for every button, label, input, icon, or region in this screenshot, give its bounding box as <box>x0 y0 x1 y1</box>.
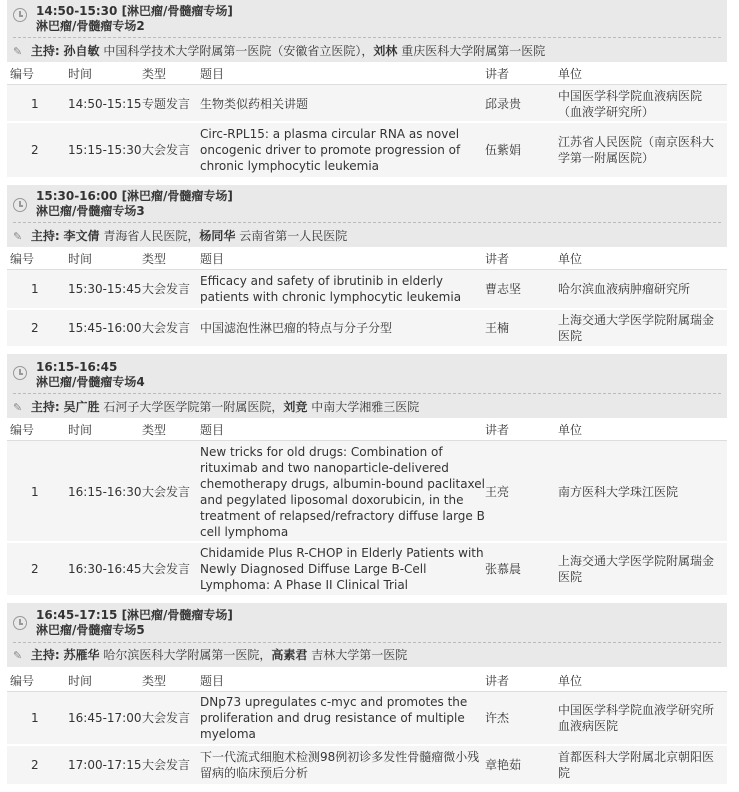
host-org: 石河子大学医学院第一附属医院 <box>103 400 272 414</box>
row-no: 2 <box>31 562 39 576</box>
row-topic: Circ-RPL15: a plasma circular RNA as novel oncogenic driver to promote progression of chronic lymphocytic leukemia <box>200 127 461 173</box>
row-no: 1 <box>31 282 39 296</box>
col-unit: 单位 <box>558 252 583 266</box>
col-unit: 单位 <box>558 674 583 688</box>
col-type: 类型 <box>142 252 167 266</box>
row-speaker: 王楠 <box>485 321 510 335</box>
row-no: 1 <box>31 97 39 111</box>
session-block <box>7 354 727 592</box>
host-name: 刘林 <box>373 44 398 58</box>
row-type: 大会发言 <box>142 282 191 296</box>
col-time: 时间 <box>68 674 93 688</box>
row-type: 大会发言 <box>142 143 191 157</box>
col-no: 编号 <box>10 674 35 688</box>
table-header <box>7 247 727 270</box>
row-topic: Efficacy and safety of ibrutinib in elderly patients with chronic lymphocytic leukemia <box>200 274 462 304</box>
host-label: 主持: <box>30 229 60 243</box>
session-block <box>7 185 727 343</box>
row-topic: Chidamide Plus R-CHOP in Elderly Patients with Newly Diagnosed Diffuse Large B-Cell Lymphoma: A Phase II Clinical Trial <box>200 546 484 592</box>
pin-icon: ✎ <box>13 45 23 58</box>
col-no: 编号 <box>10 67 35 81</box>
col-no: 编号 <box>10 423 35 437</box>
session-title <box>36 360 145 390</box>
col-speaker: 讲者 <box>485 67 510 81</box>
col-topic: 题目 <box>200 674 225 688</box>
col-time: 时间 <box>68 67 93 81</box>
table-header <box>7 62 727 85</box>
pin-icon: ✎ <box>13 230 23 243</box>
col-type: 类型 <box>142 423 167 437</box>
row-unit: 中国医学科学院血液病医院（血液学研究所） <box>558 89 703 119</box>
row-type: 大会发言 <box>142 758 191 772</box>
session-header <box>7 603 727 667</box>
row-no: 2 <box>31 758 39 772</box>
clock-icon <box>13 366 27 380</box>
session-title <box>36 189 233 219</box>
host-org: 哈尔滨医科大学附属第一医院 <box>103 648 260 662</box>
session-hosts: ✎ 主持: 苏雁华 哈尔滨医科大学附属第一医院，高素君 吉林大学第一医院 <box>13 648 408 662</box>
session-block <box>7 0 727 173</box>
host-name: 高素君 <box>271 648 308 662</box>
row-no: 2 <box>31 143 39 157</box>
session-time: 16:45-17:15 <box>36 608 118 622</box>
pin-icon: ✎ <box>13 401 23 414</box>
row-time: 17:00-17:15 <box>68 758 142 772</box>
host-name: 李文倩 <box>63 229 100 243</box>
session-title <box>36 4 233 34</box>
col-topic: 题目 <box>200 252 225 266</box>
row-speaker: 王亮 <box>485 485 510 499</box>
session-hosts: ✎ 主持: 李文倩 青海省人民医院，杨同华 云南省第一人民医院 <box>13 229 348 243</box>
row-topic: 下一代流式细胞术检测98例初诊多发性骨髓瘤微小残留病的临床预后分析 <box>200 750 480 780</box>
host-name: 刘竞 <box>283 400 308 414</box>
col-speaker: 讲者 <box>485 674 510 688</box>
table-row <box>7 270 727 310</box>
table-row <box>7 692 727 746</box>
row-speaker: 邱录贵 <box>485 97 522 111</box>
row-topic: New tricks for old drugs: Combination of rituximab and two nanoparticle-delivered chemotherapy drugs, albumin-bound paclitaxel and pegylated liposomal doxorubicin, in the treatment of relapsed/refractory diffuse large B cell lymphoma <box>200 445 485 539</box>
row-speaker: 曹志坚 <box>485 282 522 296</box>
col-no: 编号 <box>10 252 35 266</box>
host-name: 孙自敏 <box>63 44 100 58</box>
row-type: 专题发言 <box>142 97 191 111</box>
divider <box>13 393 721 394</box>
session-block <box>7 603 727 780</box>
row-speaker: 许杰 <box>485 711 510 725</box>
row-type: 大会发言 <box>142 485 191 499</box>
table-header <box>7 418 727 441</box>
host-label: 主持: <box>30 400 60 414</box>
row-time: 14:50-15:15 <box>68 97 142 111</box>
session-name: 淋巴瘤/骨髓瘤专场2 <box>36 19 145 33</box>
session-time: 14:50-15:30 <box>36 4 118 18</box>
session-name: 淋巴瘤/骨髓瘤专场4 <box>36 375 145 389</box>
row-unit: 南方医科大学珠江医院 <box>558 485 679 499</box>
col-time: 时间 <box>68 423 93 437</box>
row-time: 16:15-16:30 <box>68 485 142 499</box>
host-label: 主持: <box>30 44 60 58</box>
row-speaker: 章艳茹 <box>485 758 522 772</box>
row-time: 15:15-15:30 <box>68 143 142 157</box>
session-hosts: ✎ 主持: 吴广胜 石河子大学医学院第一附属医院，刘竞 中南大学湘雅三医院 <box>13 400 420 414</box>
divider <box>13 642 721 643</box>
divider <box>13 37 721 38</box>
session-category: [淋巴瘤/骨髓瘤专场] <box>121 4 233 18</box>
host-name: 吴广胜 <box>63 400 100 414</box>
host-org: 云南省第一人民医院 <box>239 229 348 243</box>
row-unit: 哈尔滨血液病肿瘤研究所 <box>558 282 691 296</box>
row-time: 15:30-15:45 <box>68 282 142 296</box>
session-category: [淋巴瘤/骨髓瘤专场] <box>121 608 233 622</box>
session-name: 淋巴瘤/骨髓瘤专场5 <box>36 623 145 637</box>
row-topic: DNp73 upregulates c-myc and promotes the proliferation and drug resistance of multiple myeloma <box>200 695 468 741</box>
session-time: 15:30-16:00 <box>36 189 118 203</box>
row-no: 1 <box>31 485 39 499</box>
row-unit: 上海交通大学医学院附属瑞金医院 <box>558 313 715 343</box>
host-name: 杨同华 <box>199 229 236 243</box>
session-header <box>7 185 727 247</box>
host-org: 中南大学湘雅三医院 <box>311 400 420 414</box>
col-unit: 单位 <box>558 67 583 81</box>
clock-icon <box>13 198 27 212</box>
table-header <box>7 669 727 692</box>
row-unit: 江苏省人民医院（南京医科大学第一附属医院） <box>558 135 715 165</box>
row-no: 2 <box>31 321 39 335</box>
col-time: 时间 <box>68 252 93 266</box>
clock-icon <box>13 8 27 22</box>
col-topic: 题目 <box>200 67 225 81</box>
col-topic: 题目 <box>200 423 225 437</box>
session-time: 16:15-16:45 <box>36 360 118 374</box>
row-topic: 生物类似药相关讲题 <box>200 97 309 111</box>
row-topic: 中国滤泡性淋巴瘤的特点与分子分型 <box>200 321 393 335</box>
session-header <box>7 0 727 62</box>
host-name: 苏雁华 <box>63 648 100 662</box>
row-type: 大会发言 <box>142 562 191 576</box>
session-category: [淋巴瘤/骨髓瘤专场] <box>121 189 233 203</box>
table-row <box>7 85 727 123</box>
row-speaker: 伍紫娟 <box>485 143 522 157</box>
table-row <box>7 543 727 597</box>
col-unit: 单位 <box>558 423 583 437</box>
divider <box>13 222 721 223</box>
row-unit: 上海交通大学医学院附属瑞金医院 <box>558 554 715 584</box>
host-org: 重庆医科大学附属第一医院 <box>401 44 546 58</box>
row-time: 16:45-17:00 <box>68 711 142 725</box>
row-time: 15:45-16:00 <box>68 321 142 335</box>
table-row <box>7 746 727 786</box>
col-speaker: 讲者 <box>485 252 510 266</box>
pin-icon: ✎ <box>13 649 23 662</box>
host-label: 主持: <box>30 648 60 662</box>
host-org: 青海省人民医院 <box>103 229 188 243</box>
row-time: 16:30-16:45 <box>68 562 142 576</box>
row-no: 1 <box>31 711 39 725</box>
host-org: 吉林大学第一医院 <box>311 648 408 662</box>
col-type: 类型 <box>142 674 167 688</box>
session-title <box>36 608 233 638</box>
table-row <box>7 441 727 543</box>
clock-icon <box>13 616 27 630</box>
row-type: 大会发言 <box>142 321 191 335</box>
session-name: 淋巴瘤/骨髓瘤专场3 <box>36 204 145 218</box>
session-hosts: ✎ 主持: 孙自敏 中国科学技术大学附属第一医院（安徽省立医院），刘林 重庆医科大学附属第一医院 <box>13 44 546 58</box>
row-speaker: 张慕晨 <box>485 562 522 576</box>
col-type: 类型 <box>142 67 167 81</box>
col-speaker: 讲者 <box>485 423 510 437</box>
host-org: 中国科学技术大学附属第一医院（安徽省立医院） <box>103 44 362 58</box>
row-unit: 中国医学科学院血液学研究所血液病医院 <box>558 703 715 733</box>
row-unit: 首都医科大学附属北京朝阳医院 <box>558 750 715 780</box>
table-row <box>7 310 727 348</box>
session-header <box>7 354 727 418</box>
row-type: 大会发言 <box>142 711 191 725</box>
table-row <box>7 123 727 179</box>
